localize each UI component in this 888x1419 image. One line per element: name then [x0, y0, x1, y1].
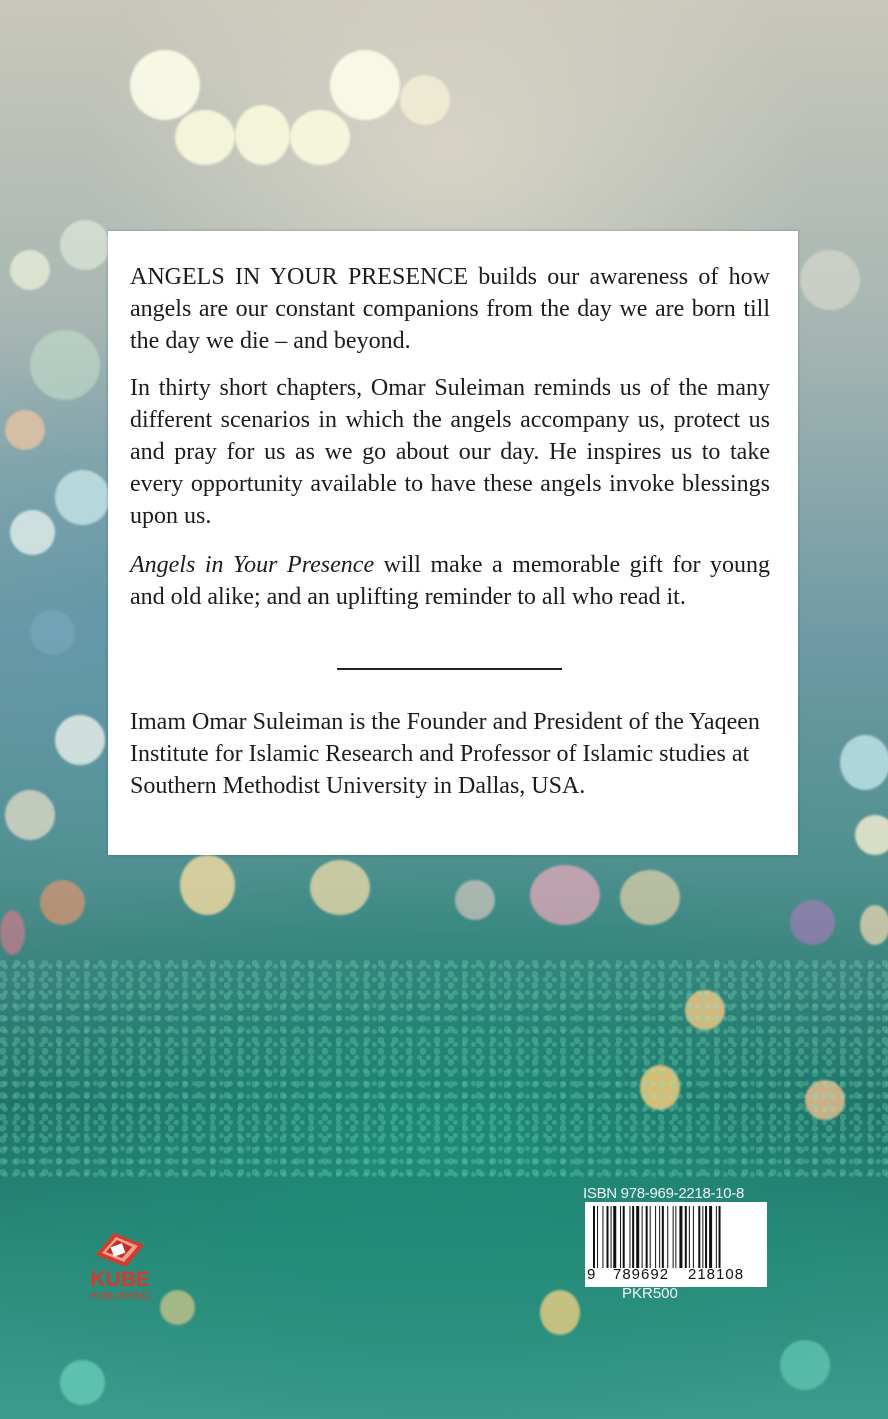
barcode-bar — [611, 1206, 612, 1268]
bokeh-light — [800, 250, 860, 310]
book-title-italic: Angels in Your Presence — [130, 552, 375, 578]
barcode-bar — [719, 1206, 721, 1268]
barcode-digits-left: 789692 — [613, 1266, 670, 1283]
barcode-bar — [636, 1206, 639, 1268]
bokeh-light — [30, 610, 75, 655]
author-bio: Imam Omar Suleiman is the Founder and President of the Yaqeen Institute for Islamic Research and Professor of Islamic studies at Southern Methodist University in Dallas, USA. — [130, 709, 760, 799]
barcode-bar — [613, 1206, 616, 1268]
glitter-band — [0, 960, 888, 1180]
barcode-bar — [673, 1206, 674, 1268]
isbn-label: ISBN 978-969-2218-10-8 — [583, 1185, 745, 1202]
bokeh-light — [55, 715, 105, 765]
barcode-bar — [629, 1206, 630, 1268]
bokeh-light — [780, 1340, 830, 1390]
barcode-bars — [593, 1206, 759, 1268]
bokeh-light — [10, 510, 55, 555]
barcode — [585, 1202, 767, 1287]
barcode-bar — [659, 1206, 660, 1268]
barcode-bar — [698, 1206, 700, 1268]
barcode-digit-lead: 9 — [587, 1266, 596, 1283]
blurb-paragraph-2: In thirty short chapters, Omar Suleiman reminds us of the many different scenarios in which the angels accompany us, protect us and pray for us as we go about our day. He inspires us to take every opportunity available to have these angels invoke blessings upon us. — [130, 375, 770, 529]
barcode-bar — [693, 1206, 694, 1268]
bokeh-light — [620, 870, 680, 925]
barcode-bar — [597, 1206, 598, 1268]
barcode-bar — [705, 1206, 707, 1268]
bokeh-light — [310, 860, 370, 915]
barcode-digits-right: 218108 — [688, 1266, 745, 1283]
barcode-bar — [642, 1206, 643, 1268]
bokeh-light — [30, 330, 100, 400]
barcode-bar — [716, 1206, 717, 1268]
bokeh-light — [130, 50, 200, 120]
bokeh-light — [60, 220, 110, 270]
bokeh-light — [5, 410, 45, 450]
barcode-bar — [607, 1206, 609, 1268]
bokeh-light — [0, 910, 25, 955]
bokeh-light — [540, 1290, 580, 1335]
price-label: PKR500 — [622, 1285, 678, 1302]
bokeh-light — [60, 1360, 105, 1405]
barcode-bar — [655, 1206, 656, 1268]
bokeh-light — [180, 855, 235, 915]
book-stack-icon — [92, 1225, 148, 1271]
bokeh-light — [160, 1290, 195, 1325]
bokeh-light — [855, 815, 888, 855]
bokeh-light — [40, 880, 85, 925]
barcode-bar — [632, 1206, 634, 1268]
bokeh-light — [840, 735, 888, 790]
blurb-paragraph-1: ANGELS IN YOUR PRESENCE builds our awareness of how angels are our constant companions from the day we are born till the day we die – and beyond. — [130, 264, 770, 354]
bokeh-light — [235, 105, 290, 165]
bokeh-light — [530, 865, 600, 925]
publisher-subtitle: PUBLISHING — [89, 1291, 151, 1302]
barcode-bar — [689, 1206, 690, 1268]
barcode-bar — [685, 1206, 687, 1268]
publisher-logo — [78, 1225, 162, 1310]
blurb-paragraph-3-rest: will make a memorable gift for young and old alike; and an uplifting reminder to all who read it. — [130, 552, 770, 610]
bokeh-light — [790, 900, 835, 945]
section-divider — [337, 668, 562, 670]
bokeh-light — [10, 250, 50, 290]
barcode-bar — [679, 1206, 682, 1268]
bokeh-light — [55, 470, 110, 525]
barcode-bar — [620, 1206, 621, 1268]
barcode-bar — [602, 1206, 603, 1268]
bokeh-light — [5, 790, 55, 840]
barcode-bar — [650, 1206, 651, 1268]
barcode-bar — [702, 1206, 703, 1268]
barcode-bar — [675, 1206, 676, 1268]
bokeh-light — [330, 50, 400, 120]
barcode-bar — [593, 1206, 595, 1268]
barcode-bar — [623, 1206, 625, 1268]
bokeh-light — [455, 880, 495, 920]
barcode-bar — [709, 1206, 712, 1268]
bokeh-light — [175, 110, 235, 165]
blurb-paragraph-3 — [130, 549, 770, 613]
barcode-bar — [667, 1206, 668, 1268]
barcode-bar — [662, 1206, 664, 1268]
bokeh-light — [860, 905, 888, 945]
bokeh-light — [400, 75, 450, 125]
barcode-bar — [646, 1206, 648, 1268]
bokeh-light — [290, 110, 350, 165]
publisher-name: KUBE — [90, 1268, 150, 1291]
blurb-panel — [108, 231, 798, 855]
